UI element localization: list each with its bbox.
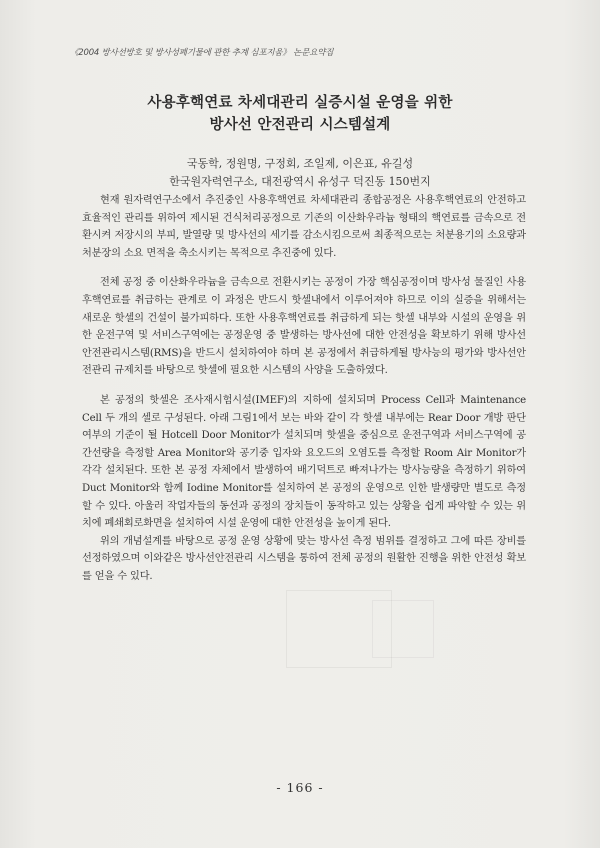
- bleed-through-figure: [372, 600, 434, 658]
- body-paragraph-2: 전체 공정 중 이산화우라늄을 금속으로 전환시키는 공정이 가장 핵심공정이며 방사성 물질인 사용후핵연료를 취급하는 관계로 이 과정은 반드시 핫셀내에서 이루어져야 하므로 이의 실증을 위해서는 새로운 핫셀의 건설이 불가피하다. 또한 사용후핵연료를 취급하게 되는 핫셀 내부와 시설의 운영을 위한 운전구역 및 서비스구역에는 공정운영 중 발생하는 방사선에 대한 안전성을 확보하기 위해 방사선안전관리시스템(RMS)을 반드시 설치하여야 하며 본 공정에서 취급하게될 방사능의 평가와 방사선안전관리 규제치를 바탕으로 핫셀에 필요한 시스템의 사양을 도출하였다.: [82, 277, 526, 377]
- abstract-body: [82, 192, 526, 597]
- affiliation: 한국원자력연구소, 대전광역시 유성구 덕진동 150번지: [169, 175, 431, 188]
- title-line-2: 방사선 안전관리 시스템설계: [209, 117, 391, 133]
- body-paragraph-4: 위의 개념설계를 바탕으로 공정 운영 상황에 맞는 방사선 측정 범위를 결정하고 그에 따른 장비를 선정하였으며 이와같은 방사선안전관리 시스템을 통하여 전체 공정의 원활한 진행을 위한 안전성 확보를 얻을 수 있다.: [82, 535, 526, 582]
- author-list: 국동학, 정원명, 구정회, 조일제, 이은표, 유길성: [186, 157, 414, 170]
- running-header: 《2004 방사선방호 및 방사성폐기물에 관한 추계 심포지움》 논문요약집: [70, 48, 334, 58]
- body-paragraph-1: 현재 원자력연구소에서 추진중인 사용후핵연료 차세대관리 종합공정은 사용후핵연료의 안전하고 효율적인 관리를 위하여 제시된 건식처리공정으로 기존의 이산화우라늄 형태의 핵연료를 금속으로 전환시켜 저장시의 부피, 발열량 및 방사선의 세기를 감소시킴으로써 최종적으로는 처분용기의 소요량과 처분장의 소요 면적을 축소시키는 목적으로 추진중에 있다.: [82, 195, 526, 259]
- body-paragraph-3: 본 공정의 핫셀은 조사재시험시설(IMEF)의 지하에 설치되며 Process Cell과 Maintenance Cell 두 개의 셀로 구성된다. 아래 그림1에서 보는 바와 같이 각 핫셀 내부에는 Rear Door 개방 판단여부의 기준이 될 Hotcell Door Monitor가 설치되며 핫셀을 중심으로 운전구역과 서비스구역에 공간선량을 측정할 Area Monitor와 공기중 입자와 요오드의 오염도를 측정할 Room Air Monitor가 각각 설치된다. 또한 본 공정 자체에서 발생하여 배기덕트로 빠져나가는 방사능량을 측정하기 위하여 Duct Monitor와 함께 Iodine Monitor를 설치하여 본 공정의 운영으로 인한 발생량만 별도로 측정할 수 있다. 아울러 작업자들의 동선과 공정의 장치들이 동작하고 있는 상황을 쉽게 파악할 수 있는 위치에 폐쇄회로화면을 설치하여 시설 운영에 대한 안전성을 높이게 된다.: [82, 394, 526, 530]
- title-line-1: 사용후핵연료 차세대관리 실증시설 운영을 위한: [147, 95, 453, 111]
- page-number: - 166 -: [276, 780, 324, 795]
